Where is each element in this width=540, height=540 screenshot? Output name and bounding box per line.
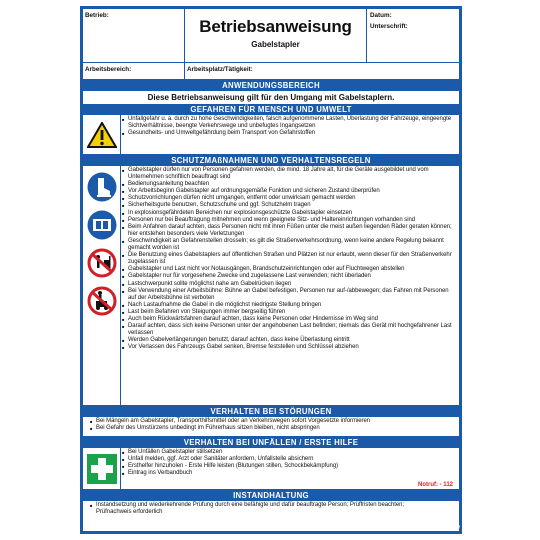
date-signature-field [367, 9, 459, 62]
schutz-icon-column [83, 166, 121, 405]
brand-logo-icon [425, 524, 431, 530]
list-item: ■ Unfall melden, ggf. Arzt oder Sanitäter anfordern, Unfallstelle absichern [121, 456, 457, 463]
instandhaltung-items [83, 501, 459, 525]
page-title: Betriebsanweisung [199, 17, 352, 36]
first-aid-cross-icon [87, 454, 117, 484]
list-item: ■ Bei Verwendung einer Arbeitsbühne: Bühne an Gabel befestigen, Personen nur auf-/abbewegen; das Fahren mit Personen auf der Arbeitsbühne ist verboten [121, 288, 457, 302]
list-item: ■ Vor Arbeitsbeginn Gabelstapler auf ordnungsgemäße Funktion und sicheren Zustand überprüfen [121, 188, 457, 195]
warning-triangle-icon [87, 122, 117, 148]
manual-icon [87, 210, 117, 240]
section-heading-stoerungen: VERHALTEN BEI STÖRUNGEN [83, 406, 459, 417]
list-item: ■ Unfallgefahr u. a. durch zu hohe Geschwindigkeiten, falsch aufgenommene Lasten, Überlastung der Fahrzeuge, eingeengte Sichtverhältnisse, beengte Verkehrswege und unbefugtes Ingangsetzen [121, 116, 457, 130]
list-item: ■ Gabelstapler nur für vorgesehene Zwecke und zugelassene Last verwenden; nicht überladen [121, 273, 457, 280]
section-stoerungen [83, 417, 459, 437]
stoerungen-items [83, 417, 459, 436]
arbeitsplatz-label: Arbeitsplatz/Tätigkeit: [187, 66, 253, 73]
list-item: ■ Last beim Befahren von Steigungen immer bergseitig führen [121, 309, 457, 316]
unfaelle-items [121, 448, 459, 489]
list-item: ■ Bedienungsanleitung beachten [121, 181, 457, 188]
betrieb-field [83, 9, 185, 62]
section-schutz [83, 166, 459, 406]
section-heading-anwendung: ANWENDUNGSBEREICH [83, 80, 459, 91]
list-item: ■ Nach Lastaufnahme die Gabel in die möglichst niedrigste Stellung bringen [121, 302, 457, 309]
list-item: ■ Auch beim Rückwärtsfahren darauf achten, dass keine Personen oder Hindernisse im Weg sind [121, 316, 457, 323]
page-subtitle: Gabelstapler [251, 40, 300, 49]
list-item: ■ In explosionsgefährdeten Bereichen nur explosionsgeschützte Gabelstapler einsetzen [121, 210, 457, 217]
list-item: ■ Werden Gabelverlängerungen benutzt, darauf achten, dass keine Überlastung eintritt [121, 337, 457, 344]
schutz-items [121, 166, 459, 405]
no-pedestrians-forklift-icon [87, 248, 117, 278]
list-item: ■ Lastschwerpunkt sollte möglichst nahe am Gabelrücken liegen [121, 281, 457, 288]
list-item: ■ Gesundheits- und Umweltgefährdung beim Transport von Gefahrstoffen [121, 130, 457, 137]
unterschrift-label: Unterschrift: [370, 23, 408, 30]
list-item: ■ Bei Gefahr des Umstürzens unbedingt im Führerhaus sitzen bleiben, nicht abspringen [89, 425, 457, 432]
operating-instruction-sheet [80, 6, 462, 534]
section-heading-unfaelle: VERHALTEN BEI UNFÄLLEN / ERSTE HILFE [83, 437, 459, 448]
header [83, 9, 459, 63]
betrieb-label: Betrieb: [85, 12, 109, 19]
list-item: ■ Beim Anfahren darauf achten, dass Personen nicht mit ihren Füßen unter die meist außen liegenden Räder geraten können; hier entstehen besonders viele Verletzungen [121, 224, 457, 238]
section-unfaelle [83, 448, 459, 490]
list-item: ■ Instandsetzung und wiederkehrende Prüfung durch eine befähigte und dafür beauftragte Person; Prüffristen beachten; Prüfnachweis erforderlich [89, 502, 409, 516]
list-item: ■ Gabelstapler dürfen nur von Personen gefahren werden, die mind. 18 Jahre alt, für die Geräte ausgebildet und vom Unternehmen schriftlich beauftragt sind [121, 167, 457, 181]
list-item: ■ Darauf achten, dass sich keine Personen unter der angehobenen Last befinden; niemals das Gerät mit hochgefahrener Last verlassen [121, 323, 457, 337]
list-item: ■ Gabelstapler und Last nicht vor Notausgängen, Brandschutzeinrichtungen oder auf Fluchtwegen abstellen [121, 266, 457, 273]
datum-label: Datum: [370, 12, 392, 19]
list-item: ■ Die Benutzung eines Gabelstaplers auf öffentlichen Straßen und Plätzen ist nur erlaubt, wenn dieser für den Straßenverkehr zugelassen ist [121, 252, 457, 266]
list-item: ■ Ersthelfer hinzuholen - Erste Hilfe leisten (Blutungen stillen, Schockbekämpfung) [121, 463, 457, 470]
section-gefahren [83, 115, 459, 155]
arbeitsplatz-field [185, 63, 459, 79]
brand-name: Kroschke [432, 525, 460, 531]
brand-logo [425, 524, 460, 531]
unfaelle-icon-column [83, 448, 121, 489]
workplace-row [83, 63, 459, 80]
list-item: ■ Sicherheitsgurte benutzen, Schutzschuhe und ggf. Schutzhelm tragen [121, 202, 457, 209]
list-item: ■ Bei Unfällen Gabelstapler stillsetzen [121, 449, 457, 456]
gefahren-items [121, 115, 459, 154]
list-item: ■ Bei Mängeln am Gabelstapler, Transporthilfsmittel oder an Verkehrswegen sofort Vorgesetzte informieren [89, 418, 457, 425]
scope-text: Diese Betriebsanweisung gilt für den Umgang mit Gabelstaplern. [147, 93, 395, 102]
sheet-inner [83, 9, 459, 531]
section-heading-instandhaltung: INSTANDHALTUNG [83, 490, 459, 501]
section-heading-schutz: SCHUTZMAßNAHMEN UND VERHALTENSREGELN [83, 155, 459, 166]
list-item: ■ Geschwindigkeit an Gefahrenstellen drosseln; es gilt die Straßenverkehrsordnung, wenn keine andere Regelung bekannt gemacht worden ist [121, 238, 457, 252]
title-block [185, 9, 367, 62]
list-item: ■ Eintrag ins Verbandbuch [121, 470, 457, 477]
emergency-number: Notruf: - 112 [417, 482, 453, 488]
safety-boots-icon [87, 172, 117, 202]
gefahren-icon-column [83, 115, 121, 154]
list-item: ■ Personen nur bei Beauftragung mitnehmen und wenn geeignete Sitz- und Haltereinrichtungen vorhanden sind [121, 217, 457, 224]
arbeitsbereich-label: Arbeitsbereich: [85, 66, 132, 73]
arbeitsbereich-field [83, 63, 185, 79]
list-item: ■ Schutzvorrichtungen dürfen nicht umgangen, entfernt oder unwirksam gemacht werden [121, 195, 457, 202]
section-instandhaltung [83, 501, 459, 525]
no-passengers-on-forklift-icon [87, 286, 117, 316]
section-heading-gefahren: GEFAHREN FÜR MENSCH UND UMWELT [83, 104, 459, 115]
list-item: ■ Vor Verlassen des Fahrzeugs Gabel senken, Bremse feststellen und Schlüssel abziehen [121, 344, 457, 351]
